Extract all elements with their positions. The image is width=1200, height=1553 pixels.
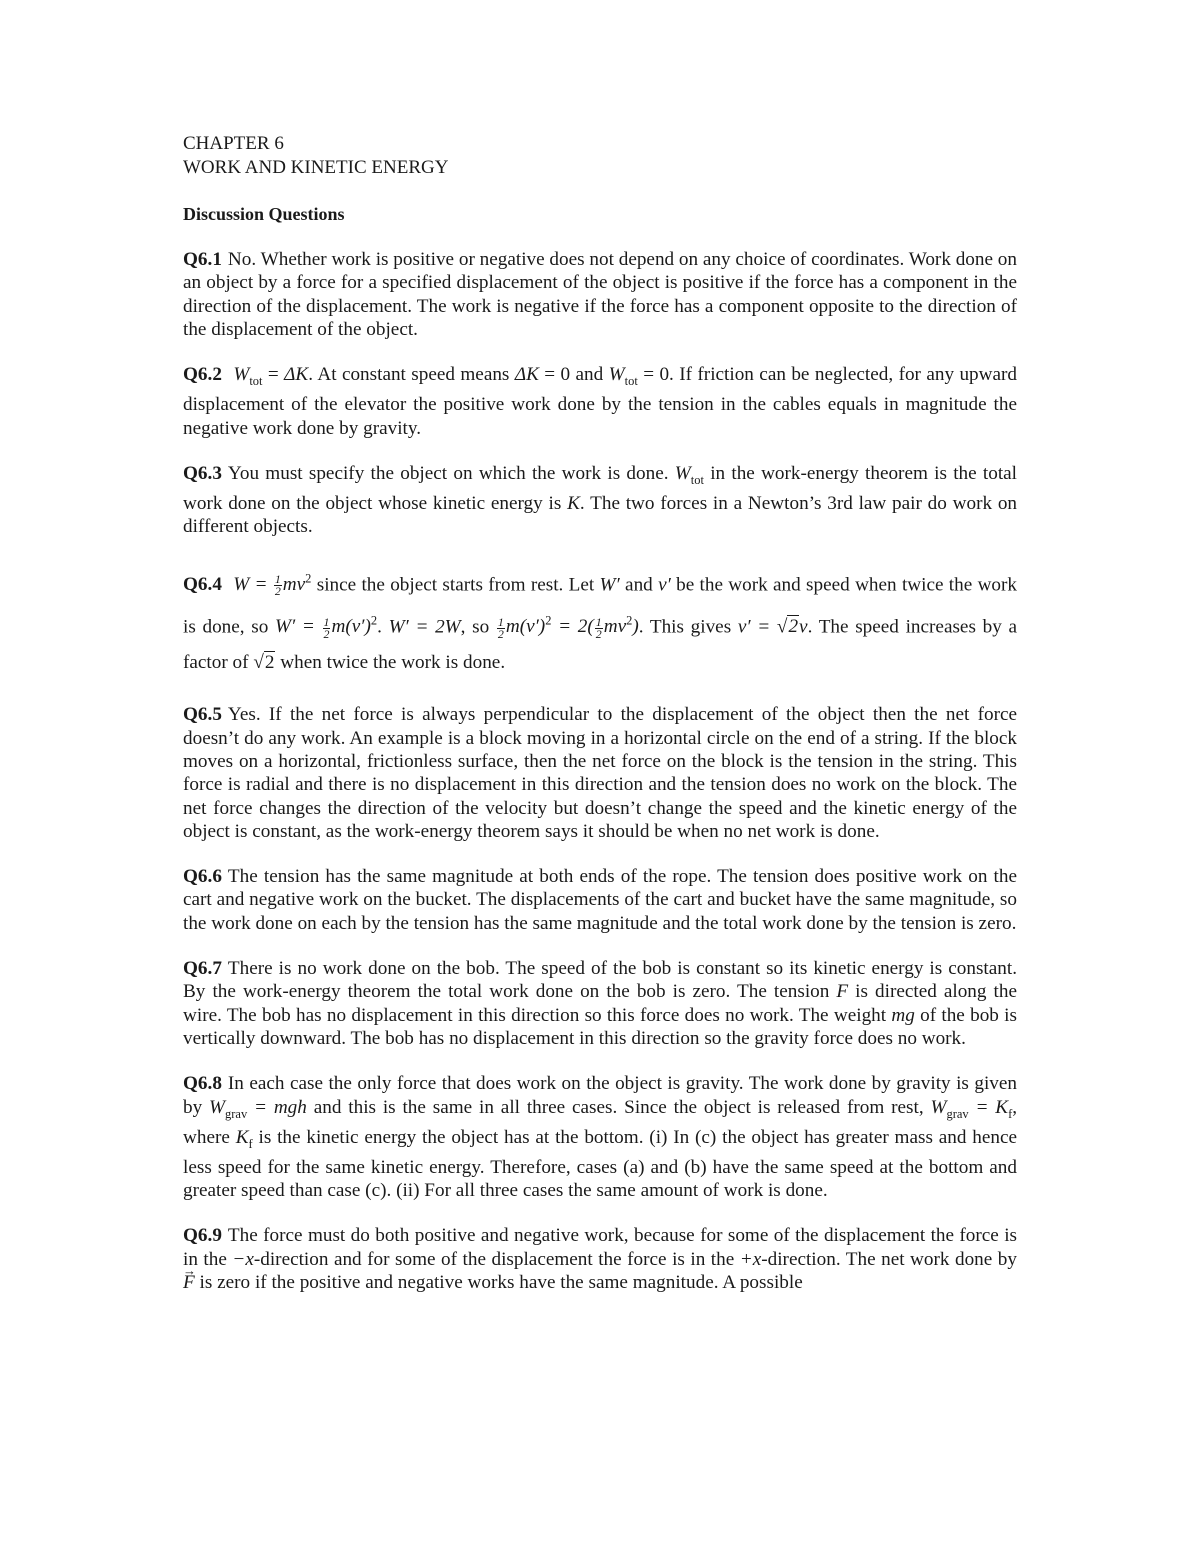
question-id: Q6.6: [183, 866, 222, 888]
math-w-grav: $W_{grav}$ = mgh: [209, 1096, 307, 1121]
math-k: K: [567, 493, 580, 515]
math-neg-x: −x: [232, 1248, 254, 1270]
question-q6-5: [183, 703, 1017, 843]
answer-text: Yes. If the net force is always perpendicular to the displacement of the object then the net force doesn’t do any work. An example is a block moving in a horizontal circle on the end of a string. If the block moves on a horizontal, frictionless surface, then the net force on the block is the tension in the string. This force is radial and there is no displacement in this direction and the tension does no work on the block. The net force changes the direction of the velocity but doesn’t change the speed and the kinetic energy of the object is constant, as the work-energy theorem says it should be when no net work is done.: [183, 704, 1017, 842]
answer-text: The tension has the same magnitude at both ends of the rope. The tension does positive work on the cart and negative work on the bucket. The displacements of the cart and bucket have the same magnitude, so the work done on each by the tension has the same magnitude and the total work done by the tension is zero.: [183, 866, 1017, 934]
question-id: Q6.8: [183, 1073, 222, 1095]
math-mg: mg: [891, 1004, 915, 1026]
chapter-title: WORK AND KINETIC ENERGY: [183, 157, 449, 178]
question-id: Q6.5: [183, 704, 222, 726]
math-work-formula: W = $\frac{1}{2}$ $mv^2$: [233, 571, 312, 599]
section-heading: Discussion Questions: [183, 204, 345, 224]
question-id: Q6.2: [183, 364, 222, 386]
question-id: Q6.1: [183, 249, 222, 270]
question-id: Q6.9: [183, 1225, 222, 1247]
question-q6-7: Q6.7 There is no work done on the bob. The speed of the bob is constant so its kinetic energy is constant. By the work-energy theorem the total work done on the bob is zero. The tension F is directed along the wire. The bob has no displacement in this direction so this force does no work. The weight mg of the bob is vertically downward. The bob has no displacement in this direction so the gravity force does no work.: [183, 958, 1017, 1049]
question-q6-4: Q6.4 W = $\frac{1}{2}$ $mv^2$ since the object starts from rest. Let W′ and v′ be the work and speed when twice the work is done, so W′ = $\frac{1}{2}$ $m(v')^2$. W′ = 2W, so $\frac{1}{2}$ $m(v')^2 = 2$( $\frac{1}{2}$ $mv^2$). This gives v′ = √2v. The speed increases by a factor of √2 when twice the work is done.: [183, 571, 1017, 674]
math-sqrt-two: √2: [253, 652, 275, 674]
math-w-tot: $W_{tot}$: [674, 462, 704, 487]
question-q6-6: [183, 865, 1017, 935]
math-w-tot: $W_{tot}$: [233, 364, 263, 389]
math-f: F: [836, 981, 849, 1003]
answer-text: No. Whether work is positive or negative does not depend on any choice of coordinates. Work done on an object by a force for a specified displacement of the object is positive if the force has a component in the direction of the displacement. The work is negative if the force has a component opposite to the direction of the displacement of the object.: [183, 249, 1017, 340]
question-id: Q6.4: [183, 574, 222, 596]
math-work-prime: W′ = $\frac{1}{2}$ $m(v')^2$: [275, 614, 378, 641]
question-q6-3: Q6.3 You must specify the object on which the work is done. $W_{tot}$ in the work-energy theorem is the total work done on the object whose kinetic energy is K. The two forces in a Newton’s 3rd law pair do work on different objects.: [183, 462, 1018, 538]
question-id: Q6.7: [183, 958, 222, 980]
math-force-vector: → F: [183, 1271, 195, 1294]
document-page: [183, 132, 1017, 1294]
math-delta-k: ΔK: [284, 364, 309, 386]
question-q6-1: [183, 248, 1017, 341]
question-q6-2: Q6.2 $W_{tot} = \Delta K$. At constant speed means ΔK = 0 and $W_{tot} = 0$. If friction can be neglected, for any upward displacement of the elevator the positive work done by the tension in the cables equals in magnitude the negative work done by gravity.: [183, 364, 1018, 439]
question-id: Q6.3: [183, 462, 222, 484]
question-q6-9: Q6.9 The force must do both positive and negative work, because for some of the displacement the force is in the −x-direction and for some of the displacement the force is in the +x-direction. The net work done by → F is zero if the positive and negative works have the same magnitude. A possible: [183, 1224, 1017, 1294]
question-q6-8: Q6.8 In each case the only force that does work on the object is gravity. The work done by gravity is given by $W_{grav}$ = mgh and this is the same in all three cases. Since the object is released from rest, $W_{grav} = K_f$, where $K_f$ is the kinetic energy the object has at the bottom. (i) In (c) the object has greater mass and hence less speed for the same kinetic energy. Therefore, cases (a) and (b) have the same speed at the bottom and greater speed than case (c). (ii) For all three cases the same amount of work is done.: [183, 1073, 1018, 1202]
chapter-number: CHAPTER 6: [183, 133, 284, 154]
math-double-work: $\frac{1}{2}$ $m(v')^2 = 2$( $\frac{1}{2}$ $mv^2$): [497, 614, 639, 641]
math-w-grav-kf: $W_{grav} = K_f$: [930, 1096, 1013, 1121]
math-pos-x: +x: [739, 1248, 762, 1270]
math-v-prime: v′ = √2v: [737, 616, 808, 638]
math-kf: $K_f$: [235, 1126, 253, 1151]
